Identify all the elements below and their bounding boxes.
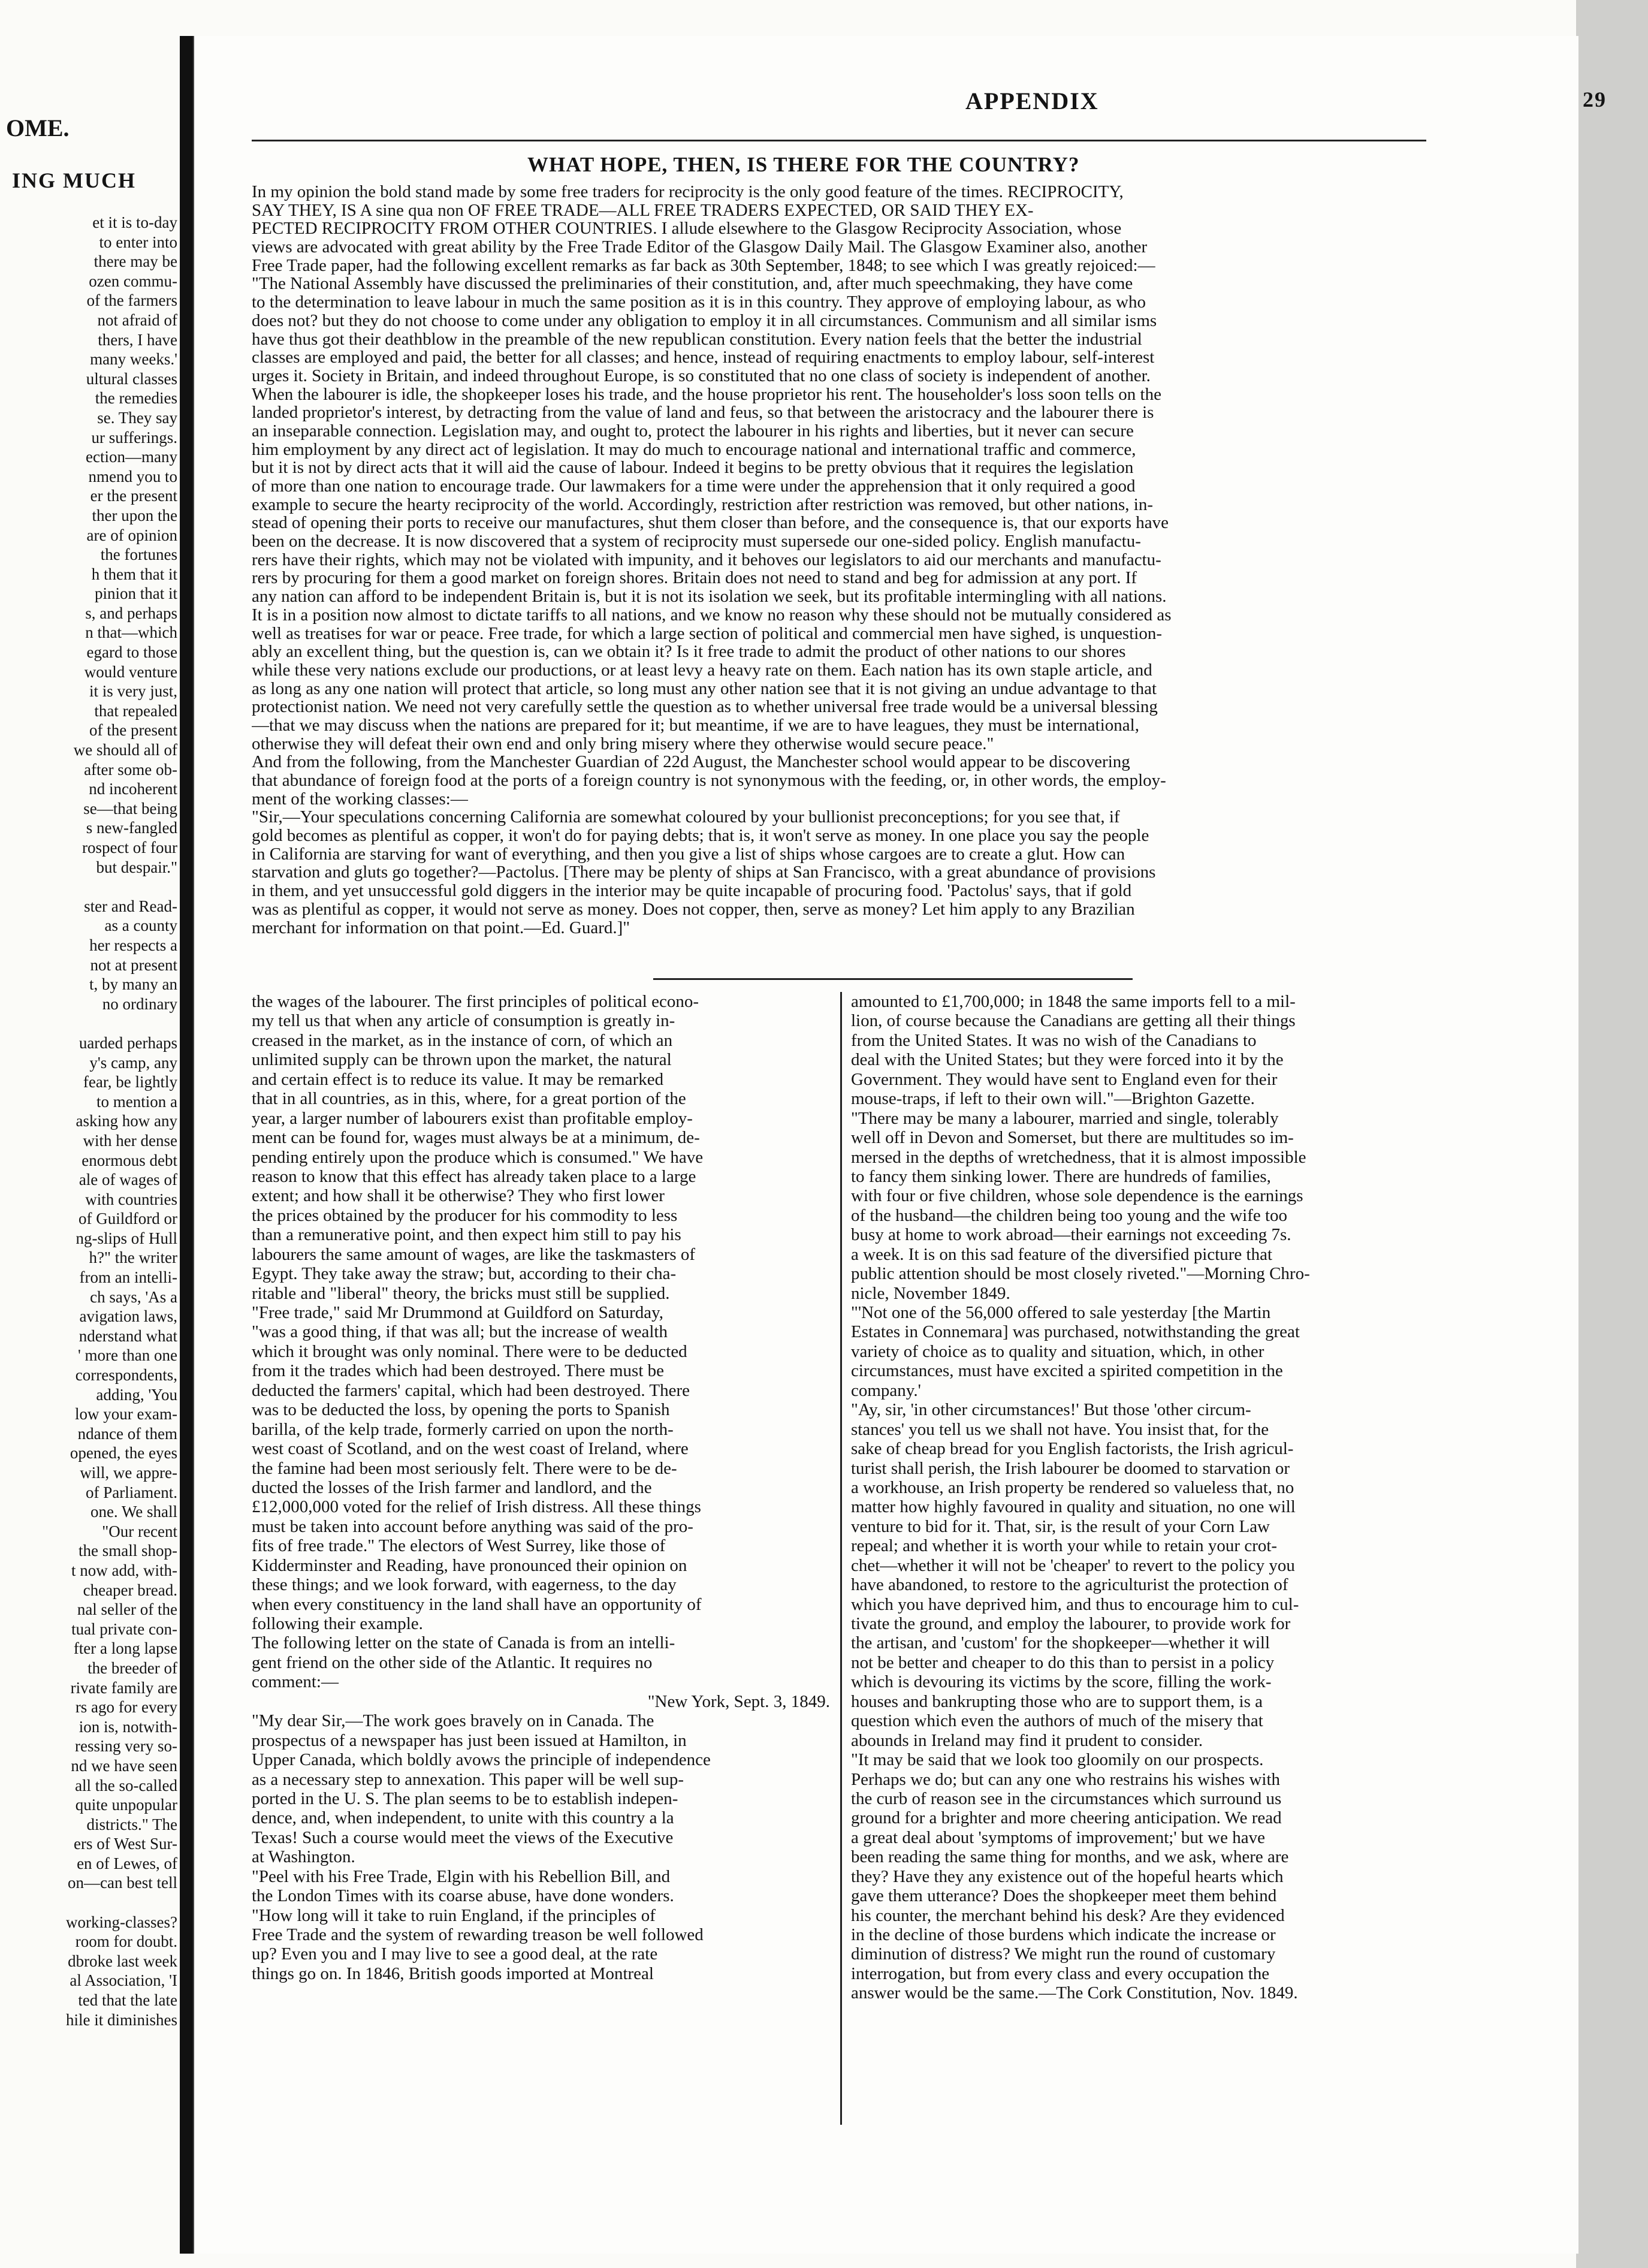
column-line: "There may be many a labourer, married and single, tolerably [851,1108,1279,1128]
facing-page-line: uarded perhaps [79,1033,177,1052]
facing-page-line: ressing very so- [75,1737,177,1756]
left-column [252,992,830,1983]
facing-page-line: fear, be lightly [83,1073,177,1091]
column-line: "'Not one of the 56,000 offered to sale yesterday [the Martin [851,1303,1271,1322]
facing-page-line: y's camp, any [89,1053,177,1072]
column-line: the wages of the labourer. The first principles of political econo- [252,992,699,1011]
facing-page-line: after some ob- [84,760,177,779]
gutter-shadow [180,36,193,2254]
facing-page-line: all the so-called [75,1776,177,1795]
text-line: but it is not by direct acts that it will aid the cause of labour. Indeed it begins to be pretty obvious that it requires the legislation [252,459,1134,477]
header-rule [252,140,1426,141]
column-line: "My dear Sir,—The work goes bravely on in Canada. The [252,1711,654,1731]
text-line: otherwise they will defeat their own end and only bring misery where they otherwise would secure peace." [252,734,994,753]
facing-page-line: of Parliament. [86,1483,177,1501]
facing-page-line: avigation laws, [79,1307,177,1326]
text-line: —that we may discuss when the nations are prepared for it; but meantime, if we are to have leagues, they must be international, [252,716,1139,735]
column-line: with four or five children, whose sole dependence is the earnings [851,1186,1303,1206]
facing-page-line: ster and Read- [84,897,177,915]
column-line: chet—whether it will not be 'cheaper' to revert to the policy you [851,1555,1295,1575]
facing-page-line: asking how any [76,1112,177,1130]
facing-page-line: ted that the late [78,1991,177,2010]
text-line: classes are employed and paid, the better for all classes; and hence, instead of requiring enactments to employ labour, self-interest [252,348,1155,367]
facing-page-line: nd incoherent [89,780,177,798]
facing-page-line: the remedies [95,389,177,408]
column-line: stances' you tell us we shall not have. You insist that, for the [851,1419,1269,1439]
column-line: things go on. In 1846, British goods imported at Montreal [252,1964,654,1983]
column-line: which is devouring its victims by the score, filling the work- [851,1672,1272,1692]
column-line: fits of free trade." The electors of West Surrey, like those of [252,1536,666,1556]
text-line: stead of opening their ports to receive our manufactures, shut them closer than before, and the consequence is, that our exports have [252,514,1169,533]
text-line: SAY THEY, IS A sine qua non OF FREE TRADE—ALL FREE TRADERS EXPECTED, OR SAID THEY EX- [252,201,1034,220]
facing-page-line: of the farmers [86,291,177,310]
column-line: when every constituency in the land shall have an opportunity of [252,1594,702,1614]
column-line: they? Have they any existence out of the hopeful hearts which [851,1866,1284,1886]
column-line: my tell us that when any article of consumption is greatly in- [252,1011,675,1031]
facing-page-line: the breeder of [87,1658,177,1677]
facing-page-line [0,1014,180,1033]
facing-page-line: ale of wages of [79,1171,177,1189]
facing-page-line: t now add, with- [71,1561,177,1579]
facing-page-line: en of Lewes, of [77,1854,177,1872]
facing-page-line: many weeks.' [90,350,177,369]
column-line: a week. It is on this sad feature of the diversified picture that [851,1244,1273,1264]
facing-page-line: rivate family are [70,1678,177,1697]
column-divider [840,992,842,2125]
facing-page-line [0,877,180,897]
text-line: views are advocated with great ability by the Free Trade Editor of the Glasgow Daily Mail. The Glasgow Examiner also, another [252,238,1148,257]
text-line: protectionist nation. We need not very carefully settle the question as to whether universal free trade would be a universal blessing [252,698,1158,716]
facing-page-line: cheaper bread. [83,1581,177,1599]
column-line: houses and bankrupting those who are to support them, is a [851,1691,1263,1711]
facing-page-line: nd we have seen [71,1756,177,1775]
text-line: any nation can afford to be independent Britain is, but it is not its isolation we seek, but its profitable intermingling with all nations. [252,587,1167,606]
facing-page-line: as a county [104,916,177,935]
facing-page-line: ng-slips of Hull [76,1229,177,1247]
text-line: Free Trade paper, had the following excellent remarks as far back as 30th September, 1848; to see which I was greatly rejoiced:— [252,256,1155,275]
facing-page-line: t, by many an [89,975,177,994]
running-head-title: APPENDIX [965,88,1099,114]
text-line: have thus got their deathblow in the preamble of the new republican constitution. Every nation feels that the better the industrial [252,330,1142,349]
column-line: dence, and, when independent, to unite with this country a la [252,1808,674,1828]
facing-page-line: but despair." [96,858,177,876]
column-line: repeal; and whether it is worth your while to retain your crot- [851,1536,1278,1556]
facing-page-line: h them that it [91,565,177,583]
text-line: while these very nations exclude our productions, or at least levy a heavy rate on them. Each nation has its own staple article, and [252,661,1152,680]
column-line: "How long will it take to ruin England, if the principles of [252,1905,656,1925]
column-line: have abandoned, to restore to the agriculturist the protection of [851,1575,1288,1595]
column-line: tivate the ground, and employ the labourer, to provide work for [851,1614,1291,1633]
column-line: prospectus of a newspaper has just been issued at Hamilton, in [252,1730,687,1750]
facing-page-text [0,213,180,2029]
column-line: west coast of Scotland, and on the west coast of Ireland, where [252,1439,689,1459]
facing-page-line: with her dense [83,1131,177,1150]
text-line: example to secure the hearty reciprocity of the world. Accordingly, restriction after restriction was removed, but other nations, in- [252,495,1153,514]
column-line: £12,000,000 voted for the relief of Irish distress. All these things [252,1497,701,1517]
facing-page-line: not afraid of [97,310,177,329]
column-line: matter how highly favoured in quality and situation, no one will [851,1497,1296,1517]
facing-page-line: ch says, 'As a [90,1287,177,1306]
column-line: unlimited supply can be thrown upon the market, the natural [252,1050,672,1070]
text-line: that abundance of foreign food at the ports of a foreign country is not synonymous with the feeding, or, in other words, the employ- [252,771,1166,790]
column-line: The following letter on the state of Canada is from an intelli- [252,1633,675,1653]
column-line: deal with the United States; but they were forced into it by the [851,1050,1284,1070]
column-line: interrogation, but from every class and every occupation the [851,1964,1270,1983]
text-line: well as treatises for war or peace. Free trade, for which a large section of political and commercial men have sighed, is unquestion- [252,624,1162,643]
facing-page-line: to mention a [96,1092,177,1111]
column-line: from it the trades which had been destroyed. There must be [252,1361,664,1381]
column-line: the artisan, and 'custom' for the shopkeeper—whether it will [851,1633,1270,1653]
facing-page-line: s, and perhaps [85,604,177,622]
column-line: Government. They would have sent to England even for their [851,1069,1278,1089]
text-line: as long as any one nation will protect that article, so long must any other nation see that it is not giving an undue advantage to that [252,679,1157,698]
section-rule [653,978,1133,980]
text-line: rers by procuring for them a good market on foreign shores. Britain does not need to stand and beg for admission at any port. If [252,569,1137,588]
column-line: following their example. [252,1614,423,1633]
facing-page-line: it is very just, [89,682,177,701]
column-line: to fancy them sinking lower. There are hundreds of families, [851,1166,1271,1186]
facing-page-line: low your exam- [75,1405,177,1423]
text-line: It is in a position now almost to dictate tariffs to all nations, and we know no reason why these should not be mutually considered as [252,605,1172,625]
facing-page-line: egard to those [86,643,177,662]
column-line: a workhouse, an Irish property be rendered so valueless that, no [851,1477,1294,1497]
facing-page-line: ndance of them [77,1424,177,1443]
facing-page-line: ers of West Sur- [73,1835,177,1853]
column-line: lion, of course because the Canadians are getting all their things [851,1011,1296,1031]
column-line: deducted the farmers' capital, which had been destroyed. There [252,1380,690,1400]
text-line: in them, and yet unsuccessful gold diggers in the interior may be quite incapable of procuring food. 'Pactolus' says, that if gold [252,882,1132,900]
column-line: Upper Canada, which boldly avows the principle of independence [252,1750,711,1770]
column-line: amounted to £1,700,000; in 1848 the same imports fell to a mil- [851,992,1296,1011]
column-line: pending entirely upon the produce which is consumed." We have [252,1147,704,1167]
facing-page-fragment [0,72,180,2140]
column-line: was to be deducted the loss, by opening the ports to Spanish [252,1400,670,1420]
column-line: not be better and cheaper to do this than to persist in a policy [851,1652,1275,1672]
column-line: ported in the U. S. The plan seems to be to establish indepen- [252,1789,678,1808]
facing-page-line: fter a long lapse [73,1639,177,1658]
text-line: And from the following, from the Manchester Guardian of 22d August, the Manchester school would appear to be discovering [252,753,1130,771]
column-line: been reading the same thing for months, and we ask, where are [851,1847,1289,1867]
column-line: variety of choice as to quality and situation, which, in other [851,1341,1264,1361]
facing-page-line: to enter into [99,233,177,251]
column-line: "was a good thing, if that was all; but the increase of wealth [252,1322,668,1342]
facing-page-line: the fortunes [100,545,177,564]
facing-page-line: "Our recent [102,1522,177,1540]
text-line: merchant for information on that point.—Ed. Guard.]" [252,918,630,937]
column-line: Free Trade and the system of rewarding treason be well followed [252,1925,704,1944]
facing-page-line: er the present [90,487,177,505]
facing-page-line: would venture [84,662,177,681]
page-number: 29 [1583,88,1607,111]
column-line: ground for a brighter and more cheering anticipation. We read [851,1808,1282,1828]
column-line: "Peel with his Free Trade, Elgin with his Rebellion Bill, and [252,1866,671,1886]
column-line: Texas! Such a course would meet the views of the Executive [252,1827,674,1847]
text-line: "Sir,—Your speculations concerning California are somewhat coloured by your bullionist preconceptions; for you see that, if [252,808,1120,827]
column-line: barilla, of the kelp trade, formerly carried on upon the north- [252,1419,674,1439]
column-line: the prices obtained by the producer for his commodity to less [252,1205,678,1225]
text-line: urges it. Society in Britain, and indeed throughout Europe, is so constituted that no one class of society is independent of another. [252,366,1151,385]
column-line: reason to know that this effect has already taken place to a large [252,1166,696,1186]
facing-page-line: correspondents, [75,1366,177,1385]
facing-page-line: ection—many [86,448,177,466]
facing-page-line: of the present [89,721,177,740]
text-line: to the determination to leave labour in much the same position as it is in this country. They approve of employing labour, as who [252,293,1146,312]
column-line: busy at home to work abroad—their earnings not exceeding 7s. [851,1225,1291,1245]
column-line: sake of cheap bread for you English factorists, the Irish agricul- [851,1439,1294,1459]
column-line: ritable and "liberal" theory, the bricks must still be supplied. [252,1283,670,1303]
column-line: the famine had been most seriously felt. There were to be de- [252,1458,677,1478]
column-line: circumstances, must have excited a spirited competition in the [851,1361,1283,1381]
column-line: Perhaps we do; but can any one who restrains his wishes with [851,1769,1281,1789]
text-line: "The National Assembly have discussed the preliminaries of their constitution, and, after much speechmaking, they have come [252,275,1133,294]
text-line: does not? but they do not choose to come under any obligation to employ it in all circumstances. Communism and all similar isms [252,311,1157,330]
text-line: In my opinion the bold stand made by some free traders for reciprocity is the only good feature of the times. RECIPROCITY, [252,183,1124,201]
column-line: the curb of reason see in the circumstances which surround us [851,1789,1282,1808]
facing-page-line: rs ago for every [75,1698,177,1717]
text-line: him employment by any direct act of legislation. It may do much to encourage national and international traffic and commerce, [252,440,1136,459]
text-line: starvation and gluts go together?—Pactolus. [There may be plenty of ships at San Francisco, with a great abundance of provisions [252,863,1156,882]
facing-page-line: one. We shall [90,1503,177,1521]
facing-page-line: al Association, 'I [70,1971,177,1990]
facing-page-line: that repealed [94,701,177,720]
facing-page-line: ' more than one [77,1346,177,1365]
column-line: mersed in the depths of wretchedness, that it is almost impossible [851,1147,1306,1167]
text-line: was as plentiful as copper, it would not serve as money. Does not copper, then, serve as money? Let him apply to any Brazilian [252,900,1135,919]
column-line: nicle, November 1849. [851,1283,1010,1303]
facing-page-line: no ordinary [102,994,177,1013]
column-line: year, a larger number of labourers exist than profitable employ- [252,1108,693,1128]
column-line: Estates in Connemara] was purchased, notwithstanding the great [851,1322,1300,1342]
column-line: venture to bid for it. That, sir, is the result of your Corn Law [851,1516,1270,1536]
column-line: Kidderminster and Reading, have pronounced their opinion on [252,1555,687,1575]
column-line: which you have deprived him, and thus to encourage him to cul- [851,1594,1299,1614]
facing-page-line: ozen commu- [89,272,177,290]
facing-page-line: will, we appre- [80,1464,177,1482]
column-line: ducted the losses of the Irish farmer and landlord, and the [252,1477,652,1497]
text-line: ment of the working classes:— [252,789,468,809]
facing-page-line: with countries [85,1190,177,1208]
column-line: his counter, the merchant behind his desk? Are they evidenced [851,1905,1285,1925]
facing-page-line: rospect of four [82,839,177,856]
column-line: question which even the authors of much of the misery that [851,1711,1263,1731]
column-line: "New York, Sept. 3, 1849. [647,1691,830,1711]
text-line: landed proprietor's interest, by detracting from the value of land and feus, so that between the aristocracy and the labourer there is [252,403,1154,422]
text-line: been on the decrease. It is now discovered that a system of reciprocity must supersede our one-sided policy. English manufactu- [252,532,1141,551]
page-edge [1576,0,1648,2268]
column-line: abounds in Ireland may find it prudent to consider. [851,1730,1203,1750]
text-line: an inseparable connection. Legislation may, and ought to, protect the labourer in his rights and liberties, but it never can secure [252,421,1134,441]
facing-page-line: s new-fangled [86,819,177,837]
column-line: ment can be found for, wages must always be at a minimum, de- [252,1128,700,1148]
column-line: labourers the same amount of wages, are like the taskmasters of [252,1244,696,1264]
column-line: a great deal about 'symptoms of improvement;' but we have [851,1827,1265,1847]
column-line: gent friend on the other side of the Atlantic. It requires no [252,1652,653,1672]
column-line: up? Even you and I may live to see a good deal, at the rate [252,1944,658,1964]
column-line: gave them utterance? Does the shopkeeper meet them behind [851,1886,1277,1906]
facing-page-subheading: ING MUCH [12,168,136,192]
facing-page-line: room for doubt. [75,1932,177,1951]
column-line: creased in the market, as in the instance of corn, of which an [252,1030,673,1050]
facing-page-line: ther upon the [92,506,177,524]
text-line: gold becomes as plentiful as copper, it won't do for paying debts; that is, it won't serve as money. In one place you say the people [252,827,1149,845]
column-line: the London Times with its coarse abuse, have done wonders. [252,1886,674,1906]
facing-page-line: ultural classes [86,369,177,388]
column-line: must be taken into account before anything was said of the pro- [252,1516,693,1536]
facing-page-line: et it is to-day [92,213,177,231]
facing-page-line: not at present [90,955,177,974]
column-line: of the husband—the children being too young and the wife too [851,1205,1288,1225]
facing-page-line: thers, I have [98,330,177,349]
column-line: Egypt. They take away the straw; but, according to their cha- [252,1264,677,1284]
column-line: that in all countries, as in this, where, for a great portion of the [252,1089,686,1109]
facing-page-line: of Guildford or [79,1210,177,1228]
facing-page-line: nal seller of the [77,1600,177,1619]
facing-page-line: nmend you to [88,467,177,485]
facing-page-line: working-classes? [66,1913,177,1931]
facing-page-line: adding, 'You [96,1385,177,1404]
facing-page-line: ion is, notwith- [79,1717,177,1736]
facing-page-line: districts." The [86,1815,177,1833]
facing-page-line [0,1893,180,1913]
facing-page-line: se—that being [83,799,177,818]
facing-page-line: the small shop- [79,1542,177,1560]
column-line: in the decline of those burdens which indicate the increase or [851,1925,1276,1944]
column-line: these things; and we look forward, with eagerness, to the day [252,1575,677,1595]
column-line: turist shall perish, the Irish labourer be doomed to starvation or [851,1458,1290,1478]
facing-page-line: on—can best tell [68,1874,177,1892]
text-line: When the labourer is idle, the shopkeeper loses his trade, and the house proprietor his rent. The householder's loss soon tells on the [252,385,1161,404]
facing-page-line: ur sufferings. [91,428,177,447]
text-line: PECTED RECIPROCITY FROM OTHER COUNTRIES. I allude elsewhere to the Glasgow Reciprocity Association, whose [252,219,1122,239]
column-line: company.' [851,1380,921,1400]
facing-page-line: nderstand what [79,1326,177,1345]
column-line: at Washington. [252,1847,355,1867]
text-line: in California are starving for want of everything, and then you give a list of ships whose cargoes are to create a glut. How can [252,845,1125,864]
top-text-block [252,183,1426,937]
column-line: diminution of distress? We might run the round of customary [851,1944,1276,1964]
facing-page-line: opened, the eyes [70,1444,177,1462]
column-line: answer would be the same.—The Cork Constitution, Nov. 1849. [851,1983,1298,2003]
facing-page-line: from an intelli- [79,1268,177,1287]
facing-page-line: pinion that it [95,584,177,603]
text-line: of more than one nation to encourage trade. Our lawmakers for a time were under the apprehension that it only required a good [252,477,1136,496]
column-line: well off in Devon and Somerset, but there are multitudes so im- [851,1128,1294,1148]
facing-page-line: se. They say [97,408,177,427]
facing-page-line: hile it diminishes [66,2010,177,2029]
column-line: and certain effect is to reduce its value. It may be remarked [252,1069,664,1089]
facing-page-line: h?" the writer [89,1248,177,1267]
right-column [851,992,1429,2003]
facing-page-line: are of opinion [86,526,177,544]
facing-page-line: dbroke last week [68,1952,177,1970]
facing-page-line: quite unpopular [75,1796,177,1814]
facing-page-line: we should all of [73,741,177,759]
column-line: than a remunerative point, and then expect him still to pay his [252,1225,681,1245]
column-line: extent; and how shall it be otherwise? They who first lower [252,1186,665,1206]
text-line: ably an excellent thing, but the question is, can we obtain it? Is it free trade to admit the product of other nations to our shores [252,643,1126,661]
facing-page-line: tual private con- [71,1619,177,1638]
facing-page-line: enormous debt [82,1151,177,1169]
column-line: "It may be said that we look too gloomily on our prospects. [851,1750,1264,1770]
column-line: "Free trade," said Mr Drummond at Guildford on Saturday, [252,1303,664,1322]
facing-page-line: n that—which [85,623,177,642]
facing-page-heading: OME. [6,114,70,141]
text-line: rers have their rights, which may not be violated with impunity, and it behoves our legislators to aid our merchants and manufactu- [252,550,1161,569]
facing-page-line: there may be [93,252,177,271]
column-line: "Ay, sir, 'in other circumstances!' But those 'other circum- [851,1400,1251,1420]
column-line: mouse-traps, if left to their own will."—Brighton Gazette. [851,1089,1255,1109]
column-line: as a necessary step to annexation. This paper will be well sup- [252,1769,684,1789]
column-line: from the United States. It was no wish of the Canadians to [851,1030,1257,1050]
column-line: public attention should be most closely riveted."—Morning Chro- [851,1264,1310,1284]
column-line: which it brought was only nominal. There were to be deducted [252,1341,687,1361]
section-heading: WHAT HOPE, THEN, IS THERE FOR THE COUNTRY? [527,153,1080,176]
facing-page-line: her respects a [89,936,177,954]
column-line: comment:— [252,1672,339,1692]
